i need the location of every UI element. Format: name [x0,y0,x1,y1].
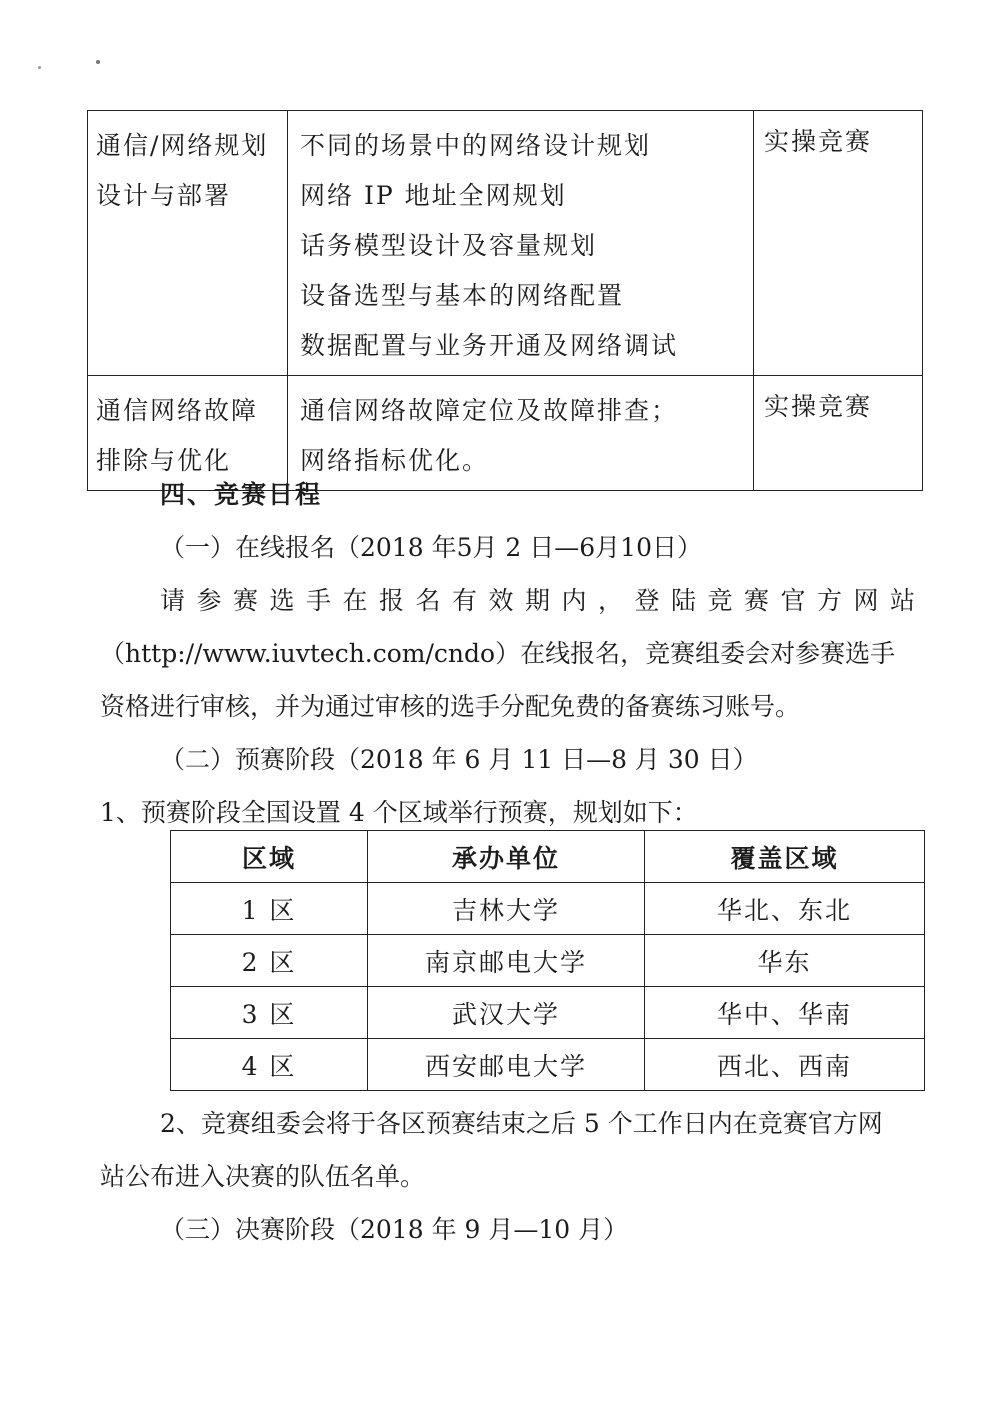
scan-speck [96,60,100,64]
content-line: 不同的场景中的网络设计规划 [300,131,652,160]
coverage-cell: 西北、西南 [645,1039,925,1091]
organizer-cell: 武汉大学 [368,987,645,1039]
registration-paragraph-line: 资格进行审核，并为通过审核的选手分配免费的备赛练习账号。 [100,692,801,721]
table-row [171,935,925,987]
region-cell: 4 区 [171,1039,368,1091]
table-row [171,987,925,1039]
registration-paragraph-line: （http://www.iuvtech.com/cndo）在线报名，竞赛组委会对参赛选手 [100,639,896,668]
table-row [171,883,925,935]
registration-paragraph-line: 请参赛选手在报名有效期内，登陆竞赛官方网站 [160,586,915,615]
item-line: 通信/网络规划 [96,131,269,160]
column-header: 覆盖区域 [645,831,925,883]
table-row [88,111,923,376]
region-cell: 1 区 [171,883,368,935]
format-text: 实操竞赛 [764,392,873,421]
table-header-row [171,831,925,883]
preliminary-item-2-line: 2、竞赛组委会将于各区预赛结束之后 5 个工作日内在竞赛官方网 [160,1109,883,1138]
organizer-cell: 西安邮电大学 [368,1039,645,1091]
scan-speck [38,66,41,69]
organizer-cell: 吉林大学 [368,883,645,935]
coverage-cell: 华中、华南 [645,987,925,1039]
region-table [170,830,925,1091]
content-line: 网络指标优化。 [300,446,490,475]
item-line: 通信网络故障 [96,396,259,425]
coverage-cell: 华东 [645,935,925,987]
preliminary-item-1: 1、预赛阶段全国设置 4 个区域举行预赛，规划如下： [100,798,698,827]
subsection-title-finals: （三）决赛阶段（2018 年 9 月—10 月） [160,1215,629,1244]
format-text: 实操竞赛 [764,127,873,156]
section-heading: 四、竞赛日程 [160,480,323,509]
content-line: 网络 IP 地址全网规划 [300,181,567,210]
format-cell [754,111,923,376]
coverage-cell: 华北、东北 [645,883,925,935]
content-line: 通信网络故障定位及故障排查； [300,396,679,425]
region-cell: 3 区 [171,987,368,1039]
subsection-title-preliminary: （二）预赛阶段（2018 年 6 月 11 日—8 月 30 日） [160,745,758,774]
content-line: 话务模型设计及容量规划 [300,231,598,260]
organizer-cell: 南京邮电大学 [368,935,645,987]
subsection-title-registration: （一）在线报名（2018 年5月 2 日—6月10日） [160,533,702,562]
item-cell [88,111,288,376]
content-line: 设备选型与基本的网络配置 [300,281,625,310]
content-cell [288,111,754,376]
item-line: 排除与优化 [96,446,232,475]
region-cell: 2 区 [171,935,368,987]
column-header: 承办单位 [368,831,645,883]
content-line: 数据配置与业务开通及网络调试 [300,331,679,360]
column-header: 区域 [171,831,368,883]
item-line: 设计与部署 [96,181,232,210]
preliminary-item-2-line: 站公布进入决赛的队伍名单。 [100,1162,426,1191]
competition-content-table [87,110,923,491]
table-row [171,1039,925,1091]
